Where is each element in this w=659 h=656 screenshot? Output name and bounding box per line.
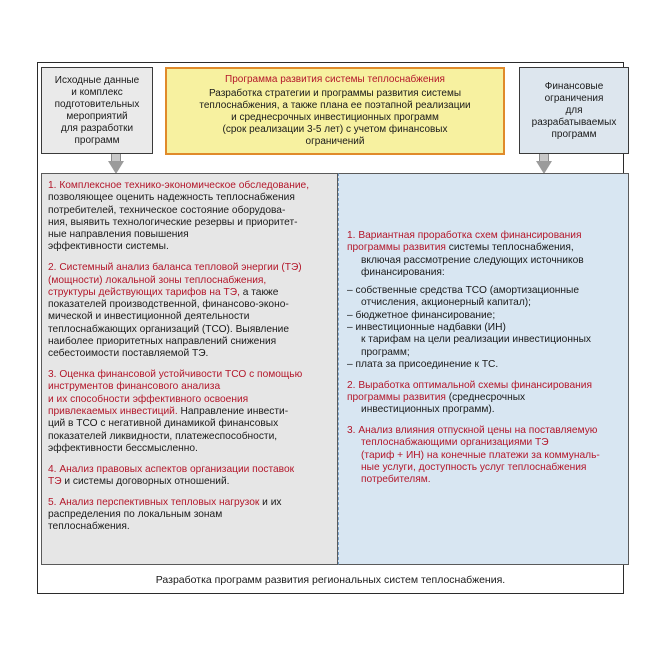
funding-source-cont: программ; — [361, 346, 410, 358]
program-line: теплоснабжения, а также плана ее поэтапной реализации — [199, 100, 471, 111]
item-line: включая рассмотрение следующих источников — [361, 254, 584, 266]
initial-data-line: Исходные данные — [54, 74, 140, 86]
item-line: эффективности системы. — [48, 241, 169, 253]
initial-data-line: мероприятий — [66, 110, 128, 122]
item-tail: (среднесрочных — [445, 392, 526, 404]
financing-item-3 — [347, 425, 620, 486]
program-box — [165, 67, 505, 155]
financial-limits-line: разрабатываемых — [531, 116, 617, 128]
item-red-line: 5. Анализ перспективных тепловых нагрузок — [48, 496, 260, 508]
item-line: ные направления повышения — [48, 229, 189, 241]
item-line: показателей ликвидности, платежеспособности, — [48, 430, 278, 442]
funding-source: – плата за присоединение к ТС. — [347, 358, 499, 370]
item-red-line: 1. Комплексное технико-экономическое обследование, — [48, 180, 310, 191]
initial-data-line: подготовительных — [54, 98, 140, 110]
item-line: позволяющее оценить надежность теплоснабжения — [48, 192, 295, 204]
item-red-line: программы развития — [347, 392, 446, 404]
program-title: Программа развития системы теплоснабжения — [225, 74, 445, 85]
financing-panel — [338, 173, 629, 565]
item-red-line: теплоснабжающими организациями ТЭ — [361, 437, 549, 449]
item-red-line: (тариф + ИН) на конечные платежи за коммуналь- — [361, 449, 600, 461]
financial-limits-line: для — [565, 104, 583, 116]
item-line: ния, выявить технологические резервы и приоритет- — [48, 216, 298, 228]
financial-limits-line: ограничения — [544, 92, 604, 104]
item-line: потребителей, техническое состояние оборудова- — [48, 204, 286, 216]
financial-limits-line: программ — [551, 128, 597, 140]
funding-source-cont: к тарифам на цели реализации инвестиционных — [361, 334, 591, 346]
financial-limits-box — [519, 67, 629, 154]
item-red-line: 4. Анализ правовых аспектов организации поставок — [48, 463, 295, 475]
item-tail: системы теплоснабжения, — [445, 242, 574, 254]
initial-data-box — [41, 67, 153, 154]
program-line: и среднесрочных инвестиционных программ — [231, 112, 439, 123]
item-line: показателей производственной, финансово-эконо- — [48, 299, 289, 311]
item-red-line: 2. Выработка оптимальной схемы финансирования — [347, 379, 592, 391]
figure-caption: Разработка программ развития региональных систем теплоснабжения. — [155, 574, 506, 586]
item-tail: и их — [259, 496, 282, 508]
item-line: инвестиционных программ). — [361, 404, 495, 416]
item-line: теплоснабжающих организаций (ТСО). Выявление — [48, 323, 290, 335]
financing-item-2 — [347, 380, 620, 417]
initial-data-line: программ — [74, 134, 120, 146]
financial-limits-line: Финансовые — [544, 80, 604, 92]
analysis-item-1 — [48, 180, 327, 254]
funding-source: – бюджетное финансирование; — [347, 309, 496, 321]
item-red-line: (мощности) локальной зоны теплоснабжения, — [48, 274, 267, 286]
item-red-line: инструментов финансового анализа — [48, 381, 221, 393]
item-line: мической и инвестиционной деятельности — [48, 311, 250, 323]
funding-sources-list — [347, 285, 620, 371]
item-line: финансирования: — [361, 266, 445, 278]
item-tail: а также — [239, 286, 279, 298]
program-line: ограничений — [305, 136, 365, 147]
financing-item-1 — [347, 230, 620, 371]
item-red-line: программы развития — [347, 242, 446, 254]
item-red-line: 2. Системный анализ баланса тепловой энергии (ТЭ) — [48, 262, 302, 274]
item-red-line: и их способности эффективного освоения — [48, 393, 249, 405]
item-line: себестоимости поставляемой ТЭ. — [48, 348, 209, 360]
item-red-line: 3. Оценка финансовой устойчивости ТСО с помощью — [48, 369, 303, 381]
analysis-item-2 — [48, 262, 327, 360]
item-tail: Направление инвести- — [177, 406, 289, 418]
item-line: распределения по локальным зонам — [48, 509, 223, 521]
item-tail: и системы договорных отношений. — [61, 476, 230, 488]
program-line: Разработка стратегии и программы развития системы — [208, 88, 462, 99]
analysis-panel — [41, 173, 338, 565]
initial-data-line: и комплекс — [71, 86, 123, 98]
analysis-item-5 — [48, 497, 327, 534]
initial-data-line: для разработки — [60, 122, 134, 134]
item-red-line: привлекаемых инвестиций. — [48, 406, 178, 418]
item-red-line: 3. Анализ влияния отпускной цены на поставляемую — [347, 425, 598, 437]
item-line: ций в ТСО с негативной динамикой финансовых — [48, 418, 279, 430]
item-line: наиболее приоритетных направлений снижения — [48, 336, 277, 348]
item-red-line: ные услуги, доступность услуг теплоснабжения — [361, 462, 587, 474]
item-line: теплоснабжения. — [48, 521, 130, 533]
item-red-line: потребителям. — [361, 474, 431, 486]
program-line: (срок реализации 3-5 лет) с учетом финансовых — [222, 124, 448, 135]
analysis-item-4 — [48, 464, 327, 489]
item-red-line: 1. Вариантная проработка схем финансирования — [347, 230, 582, 241]
funding-source-cont: отчисления, акционерный капитал); — [361, 297, 531, 309]
item-red-line: структуры действующих тарифов на ТЭ, — [48, 286, 240, 298]
item-red-line: ТЭ — [48, 476, 62, 488]
item-line: эффективности бессмысленно. — [48, 442, 198, 454]
analysis-item-3 — [48, 369, 327, 455]
funding-source: – инвестиционные надбавки (ИН) — [347, 322, 506, 334]
funding-source: – собственные средства ТСО (амортизационные — [347, 285, 579, 297]
